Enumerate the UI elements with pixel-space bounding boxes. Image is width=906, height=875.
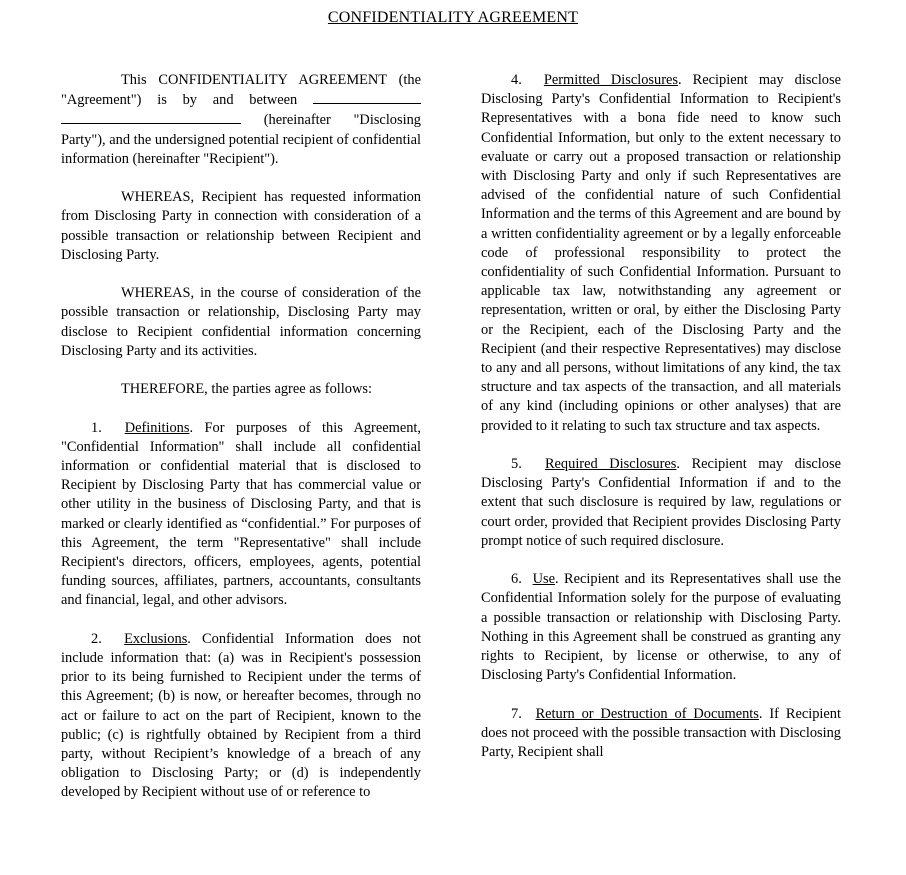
section-exclusions	[61, 630, 421, 803]
disclosing-party-blank-line-1[interactable]	[313, 90, 421, 104]
therefore-paragraph: THEREFORE, the parties agree as follows:	[121, 381, 372, 398]
section-number: 7.	[511, 705, 522, 722]
intro-paragraph	[61, 71, 421, 169]
section-required-disclosures	[481, 455, 841, 551]
section-text: . Recipient may disclose Disclosing Party's Confidential Information to Recipient's Representatives with a bona fide need to know such Confidential Information, but only to the extent necessary to evaluate or carry out a proposed transaction or relationship with Disclosing Party and only if such Representatives are advised of the confidential nature of such Confidential Information and the terms of this Agreement and are bound by a written confidentiality agreement or by a legally enforceable code of professional responsibility to protect the confidentiality of such Confidential Information. Pursuant to applicable tax law, notwithstanding any agreement or representation, written or oral, by either the Disclosing Party or the Recipient, each of the Disclosing Party and the Recipient (and their respective Representatives) may disclose to any and all persons, without limitations of any kind, the tax structure and tax aspects of the transaction, and all materials of any kind (including opinions or other analyses) that are provided to it relating to such tax structure and tax aspects.	[481, 72, 841, 434]
section-use	[481, 570, 841, 685]
title-text: CONFIDENTIALITY AGREEMENT	[327, 9, 579, 26]
intro-text-1: This CONFIDENTIALITY AGREEMENT (the "Agreement") is by and between	[61, 72, 421, 109]
right-column	[481, 71, 841, 781]
section-text: . Recipient may disclose Disclosing Party's Confidential Information if and to the extent that such disclosure is required by law, regulations or court order, provided that Recipient provides Disclosing Party prompt notice of such required disclosure.	[481, 456, 841, 549]
section-heading: Return or Destruction of Documents	[535, 705, 759, 722]
whereas-paragraph-2: WHEREAS, in the course of consideration of the possible transaction or relationship, Disclosing Party may disclose to Recipient confidential information concerning Disclosing Party and its activities.	[61, 285, 421, 359]
whereas-paragraph-1: WHEREAS, Recipient has requested information from Disclosing Party in connection with consideration of a possible transaction or relationship between Recipient and Disclosing Party.	[61, 189, 421, 263]
section-text: . Recipient and its Representatives shall use the Confidential Information solely for the purpose of evaluating a possible transaction or relationship with Disclosing Party. Nothing in this Agreement shall be construed as granting any rights to Recipient, by license or otherwise, to any of Disclosing Party's Confidential Information.	[481, 571, 841, 684]
section-heading: Required Disclosures	[544, 456, 677, 473]
section-number: 4.	[511, 72, 522, 88]
section-heading: Definitions	[124, 419, 190, 436]
section-permitted-disclosures	[481, 71, 841, 436]
section-return-or-destruction	[481, 705, 841, 763]
intro-text-2: (hereinafter "Disclosing Party"), and the undersigned potential recipient of confidential information (hereinafter "Recipient").	[61, 112, 421, 167]
section-number: 2.	[91, 630, 102, 647]
section-number: 6.	[511, 571, 522, 588]
section-text: . Confidential Information does not include information that: (a) was in Recipient's possession prior to its being furnished to Recipient under the terms of this Agreement; (b) is now, or hereafter becomes, through no act or failure to act on the part of Recipient, known to the public; (c) is rightfully obtained by Recipient from a third party, without Recipient’s knowledge of a breach of any obligation to Disclosing Party; or (d) is independently developed by Recipient without use of or reference to	[61, 630, 421, 801]
section-number: 1.	[91, 419, 102, 436]
section-text: . For purposes of this Agreement, "Confidential Information" shall include all confidential information or confidential material that is disclosed to Recipient by Disclosing Party that has commercial value or other utility in the business of Disclosing Party, and that is marked or clearly identified as “confidential.” For purposes of this Agreement, the term "Representative" shall include Recipient's directors, officers, employees, agents, potential funding sources, affiliates, partners, accountants, consultants and financial, legal, and other advisors.	[61, 419, 421, 609]
document-title	[0, 8, 906, 28]
section-definitions	[61, 419, 421, 611]
section-text: . If Recipient does not proceed with the possible transaction with Disclosing Party, Recipient shall	[481, 705, 841, 761]
section-heading: Exclusions	[124, 630, 188, 647]
disclosing-party-blank-line-2[interactable]	[61, 110, 241, 124]
section-heading: Permitted Disclosures	[543, 72, 679, 88]
left-column	[61, 71, 421, 822]
section-number: 5.	[511, 456, 522, 473]
section-heading: Use	[532, 571, 555, 588]
